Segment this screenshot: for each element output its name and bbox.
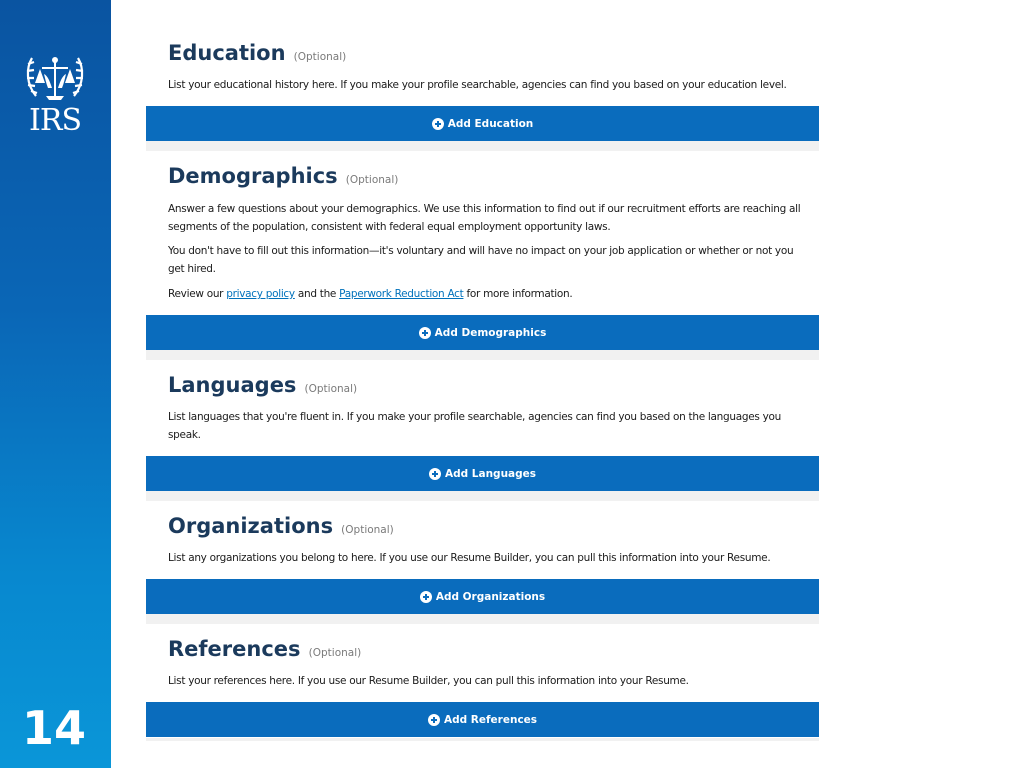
add-languages-label: Add Languages bbox=[444, 467, 537, 480]
add-references-button[interactable] bbox=[146, 702, 819, 737]
organizations-optional-label: (Optional) bbox=[341, 524, 394, 536]
irs-logo bbox=[22, 52, 88, 142]
organizations-heading bbox=[168, 514, 394, 538]
demographics-paragraph-2: You don't have to fill out this information—it's voluntary and will have no impact on your job application or whether or not you get hired. bbox=[168, 245, 794, 275]
references-section bbox=[146, 624, 819, 738]
demographics-title: Demographics bbox=[168, 164, 338, 188]
profile-sections bbox=[146, 29, 819, 741]
demographics-review-text bbox=[168, 286, 808, 304]
add-demographics-label: Add Demographics bbox=[434, 326, 547, 339]
slide-sidebar bbox=[0, 0, 111, 768]
languages-heading bbox=[168, 373, 357, 397]
plus-circle-icon bbox=[429, 468, 441, 480]
organizations-section bbox=[146, 501, 819, 614]
education-heading bbox=[168, 41, 346, 65]
references-optional-label: (Optional) bbox=[308, 647, 362, 659]
add-references-label: Add References bbox=[443, 713, 538, 726]
review-middle: and the bbox=[294, 288, 340, 300]
slide-number: 14 bbox=[22, 701, 87, 755]
education-section bbox=[146, 29, 819, 141]
languages-section bbox=[146, 360, 819, 491]
plus-circle-icon bbox=[420, 591, 432, 603]
languages-title: Languages bbox=[168, 373, 297, 397]
demographics-section bbox=[146, 151, 819, 350]
languages-description: List languages that you're fluent in. If you make your profile searchable, agencies can find you based on the languages you speak. bbox=[168, 411, 781, 441]
education-optional-label: (Optional) bbox=[293, 51, 347, 63]
references-heading bbox=[168, 637, 361, 661]
add-organizations-button[interactable] bbox=[146, 579, 819, 614]
add-education-button[interactable] bbox=[146, 106, 819, 141]
languages-optional-label: (Optional) bbox=[304, 383, 358, 395]
add-languages-button[interactable] bbox=[146, 456, 819, 491]
demographics-paragraph-1: Answer a few questions about your demographics. We use this information to find out if our recruitment efforts are reaching all segments of the population, consistent with federal equal employment opportunity laws. bbox=[168, 203, 801, 233]
education-description: List your educational history here. If you make your profile searchable, agencies can find you based on your education level. bbox=[168, 79, 787, 91]
review-suffix: for more information. bbox=[463, 288, 573, 300]
plus-circle-icon bbox=[428, 714, 440, 726]
references-title: References bbox=[168, 637, 301, 661]
review-prefix: Review our bbox=[168, 288, 227, 300]
paperwork-reduction-act-link[interactable]: Paperwork Reduction Act bbox=[339, 288, 464, 300]
demographics-heading bbox=[168, 164, 398, 188]
add-demographics-button[interactable] bbox=[146, 315, 819, 350]
plus-circle-icon bbox=[432, 118, 444, 130]
organizations-description: List any organizations you belong to here. If you use our Resume Builder, you can pull this information into your Resume. bbox=[168, 552, 771, 564]
privacy-policy-link[interactable]: privacy policy bbox=[226, 288, 295, 300]
add-education-label: Add Education bbox=[447, 117, 534, 130]
eagle-scales-icon bbox=[22, 52, 88, 106]
add-organizations-label: Add Organizations bbox=[435, 590, 546, 603]
demographics-optional-label: (Optional) bbox=[345, 174, 399, 186]
organizations-title: Organizations bbox=[168, 514, 334, 538]
irs-logo-text: IRS bbox=[29, 103, 81, 138]
education-title: Education bbox=[168, 41, 286, 65]
references-description: List your references here. If you use our Resume Builder, you can pull this information into your Resume. bbox=[168, 675, 689, 687]
plus-circle-icon bbox=[419, 327, 431, 339]
